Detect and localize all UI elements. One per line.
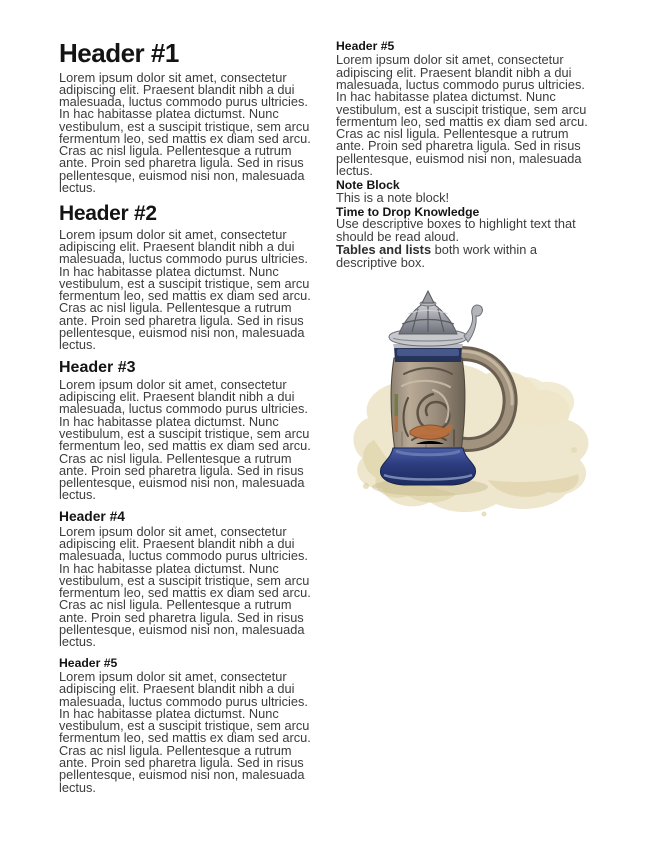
section-header-2 <box>59 203 311 351</box>
tables-lists-rest: both work within a descriptive box. <box>336 242 538 270</box>
stein-lid <box>389 291 467 346</box>
stein-collar-band <box>393 344 463 362</box>
note-block-body: This is a note block! <box>336 190 450 206</box>
section-heading: Header #1 <box>59 38 179 68</box>
section-header-4 <box>59 510 311 649</box>
lorem-paragraph: Lorem ipsum dolor sit amet, consectetur adipiscing elit. Praesent blandit nibh a dui malesuada, luctus commodo purus ultricies. In hac habitasse platea dictumst. Nunc vestibulum, est a suscipit tristique, sem arcu fermentum leo, sed mattis ex diam sed arcu. Cras ac nisl ligula. Pellentesque a rutrum ante. Proin sed pharetra ligula. Sed in risus pellentesque, euismod nisi non, malesuada lectus. <box>59 226 311 353</box>
section-heading: Header #5 <box>59 655 118 670</box>
lorem-paragraph: Lorem ipsum dolor sit amet, consectetur adipiscing elit. Praesent blandit nibh a dui malesuada, luctus commodo purus ultricies. In hac habitasse platea dictumst. Nunc vestibulum, est a suscipit tristique, sem arcu fermentum leo, sed mattis ex diam sed arcu. Cras ac nisl ligula. Pellentesque a rutrum ante. Proin sed pharetra ligula. Sed in risus pellentesque, euismod nisi non, malesuada lectus. <box>59 668 311 795</box>
tables-lists-bold: Tables and lists <box>336 242 432 258</box>
section-heading: Header #5 <box>336 39 395 53</box>
section-heading: Header #4 <box>59 508 125 524</box>
lorem-paragraph: Lorem ipsum dolor sit amet, consectetur adipiscing elit. Praesent blandit nibh a dui malesuada, luctus commodo purus ultricies. In hac habitasse platea dictumst. Nunc vestibulum, est a suscipit tristique, sem arcu fermentum leo, sed mattis ex diam sed arcu. Cras ac nisl ligula. Pellentesque a rutrum ante. Proin sed pharetra ligula. Sed in risus pellentesque, euismod nisi non, malesuada lectus. <box>59 69 311 196</box>
beer-stein-illustration <box>338 290 600 525</box>
stein-base <box>380 448 475 485</box>
lorem-paragraph: Lorem ipsum dolor sit amet, consectetur adipiscing elit. Praesent blandit nibh a dui malesuada, luctus commodo purus ultricies. In hac habitasse platea dictumst. Nunc vestibulum, est a suscipit tristique, sem arcu fermentum leo, sed mattis ex diam sed arcu. Cras ac nisl ligula. Pellentesque a rutrum ante. Proin sed pharetra ligula. Sed in risus pellentesque, euismod nisi non, malesuada lectus. <box>59 376 311 503</box>
lid-finial <box>422 291 434 303</box>
section-heading: Header #3 <box>59 358 136 376</box>
note-block-title: Note Block <box>336 178 400 193</box>
lorem-paragraph: Lorem ipsum dolor sit amet, consectetur adipiscing elit. Praesent blandit nibh a dui malesuada, luctus commodo purus ultricies. In hac habitasse platea dictumst. Nunc vestibulum, est a suscipit tristique, sem arcu fermentum leo, sed mattis ex diam sed arcu. Cras ac nisl ligula. Pellentesque a rutrum ante. Proin sed pharetra ligula. Sed in risus pellentesque, euismod nisi non, malesuada lectus. <box>59 523 311 650</box>
left-column <box>59 40 311 844</box>
stein-body <box>391 358 465 452</box>
thumb-lever <box>464 305 482 342</box>
orange-accent <box>410 425 449 439</box>
section-header-1 <box>59 40 311 194</box>
section-heading: Header #2 <box>59 202 157 226</box>
tables-lists-sentence <box>336 244 594 269</box>
knowledge-note-body: Use descriptive boxes to highlight text that should be read aloud. <box>336 216 576 244</box>
section-header-3 <box>59 360 311 502</box>
beer-stein-svg <box>338 290 600 525</box>
lorem-paragraph: Lorem ipsum dolor sit amet, consectetur adipiscing elit. Praesent blandit nibh a dui malesuada, luctus commodo purus ultricies. In hac habitasse platea dictumst. Nunc vestibulum, est a suscipit tristique, sem arcu fermentum leo, sed mattis ex diam sed arcu. Cras ac nisl ligula. Pellentesque a rutrum ante. Proin sed pharetra ligula. Sed in risus pellentesque, euismod nisi non, malesuada lectus. <box>336 52 588 178</box>
section-header-5 <box>59 657 311 794</box>
section-header-5-right <box>336 40 594 177</box>
right-column <box>336 40 594 844</box>
knowledge-note-title: Time to Drop Knowledge <box>336 204 480 219</box>
